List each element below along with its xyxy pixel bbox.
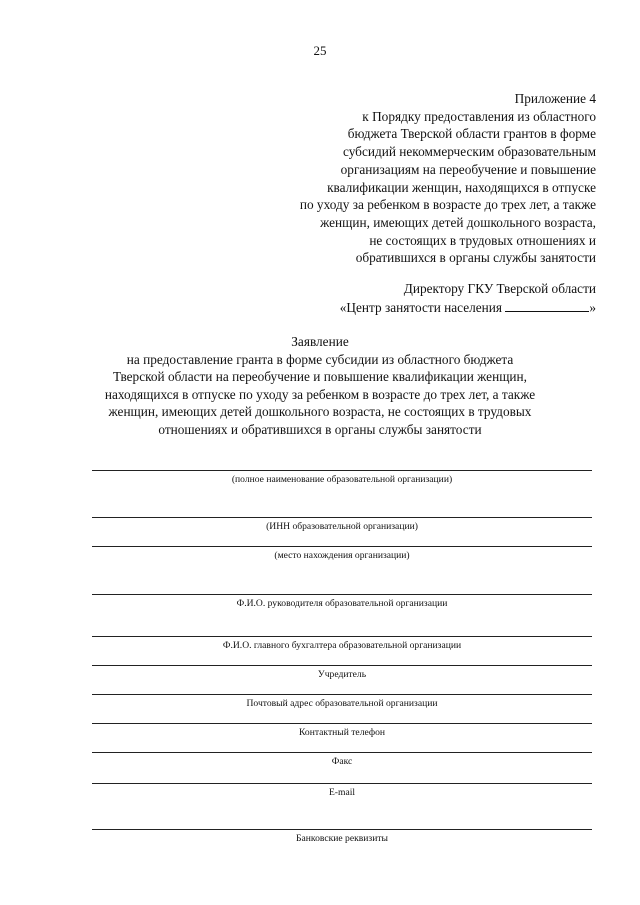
statement-line: женщин, имеющих детей дошкольного возраста, не состоящих в трудовых — [108, 404, 532, 419]
fill-in-line[interactable] — [92, 723, 592, 724]
statement-line: Тверской области на переобучение и повышение квалификации женщин, — [112, 369, 527, 384]
field-contact-phone — [92, 723, 592, 739]
fill-in-line[interactable] — [92, 694, 592, 695]
statement-heading: Заявление — [291, 334, 349, 349]
field-postal-address — [92, 694, 592, 710]
addressee-line-1: Директору ГКУ Тверской области — [403, 281, 596, 296]
fill-in-line[interactable] — [92, 783, 592, 784]
field-caption: (ИНН образовательной организации) — [266, 521, 418, 532]
statement-title — [0, 333, 640, 438]
fill-in-line[interactable] — [92, 665, 592, 666]
field-caption: (полное наименование образовательной организации) — [231, 474, 453, 485]
field-org-full-name — [92, 470, 592, 486]
field-director-name — [92, 594, 592, 610]
field-chief-accountant-name — [92, 636, 592, 652]
field-caption: Учредитель — [317, 669, 367, 680]
appendix-line: обратившихся в органы службы занятости — [355, 250, 596, 266]
field-caption: Банковские реквизиты — [296, 833, 388, 844]
field-caption: Ф.И.О. руководителя образовательной организации — [236, 598, 448, 609]
fill-in-line[interactable] — [92, 594, 592, 595]
addressee-line-2 — [176, 298, 596, 317]
fill-in-line[interactable] — [92, 546, 592, 547]
appendix-line: организациям на переобучение и повышение — [340, 161, 596, 177]
field-caption: Контактный телефон — [298, 727, 386, 738]
addressee-closing-quote: » — [589, 300, 596, 315]
field-caption: E-mail — [328, 787, 356, 798]
statement-line: отношениях и обратившихся в органы службы занятости — [158, 421, 482, 437]
field-founder — [92, 665, 592, 681]
fill-in-line[interactable] — [92, 517, 592, 518]
appendix-line: квалификации женщин, находящихся в отпуске — [327, 179, 596, 195]
appendix-line: бюджета Тверской области грантов в форме — [347, 126, 596, 142]
appendix-line: не состоящих в трудовых отношениях и — [369, 232, 596, 248]
field-email — [92, 783, 592, 799]
field-caption: Почтовый адрес образовательной организации — [246, 698, 438, 709]
addressee-block — [176, 279, 596, 317]
fill-in-line[interactable] — [92, 636, 592, 637]
appendix-line: Приложение 4 — [514, 91, 596, 106]
field-fax — [92, 752, 592, 768]
center-name-blank — [505, 300, 589, 312]
field-caption: Факс — [331, 756, 353, 767]
appendix-line: по уходу за ребенком в возрасте до трех лет, а также — [299, 197, 596, 213]
appendix-line: к Порядку предоставления из областного — [362, 108, 596, 124]
fill-in-line[interactable] — [92, 829, 592, 830]
addressee-center-name: «Центр занятости населения — [339, 300, 503, 315]
appendix-header — [176, 90, 596, 267]
page-number: 25 — [313, 43, 327, 58]
statement-line: находящихся в отпуске по уходу за ребенком в возрасте до трех лет, а также — [104, 386, 536, 402]
statement-line: на предоставление гранта в форме субсидии из областного бюджета — [126, 351, 514, 367]
field-caption: (место нахождения организации) — [274, 550, 410, 561]
fill-in-line[interactable] — [92, 470, 592, 471]
fill-in-line[interactable] — [92, 752, 592, 753]
appendix-line: женщин, имеющих детей дошкольного возраста, — [320, 214, 596, 230]
field-org-inn — [92, 517, 592, 533]
appendix-line: субсидий некоммерческим образовательным — [342, 144, 596, 160]
field-org-location — [92, 546, 592, 562]
field-caption: Ф.И.О. главного бухгалтера образовательной организации — [222, 640, 462, 651]
field-bank-details — [92, 829, 592, 845]
